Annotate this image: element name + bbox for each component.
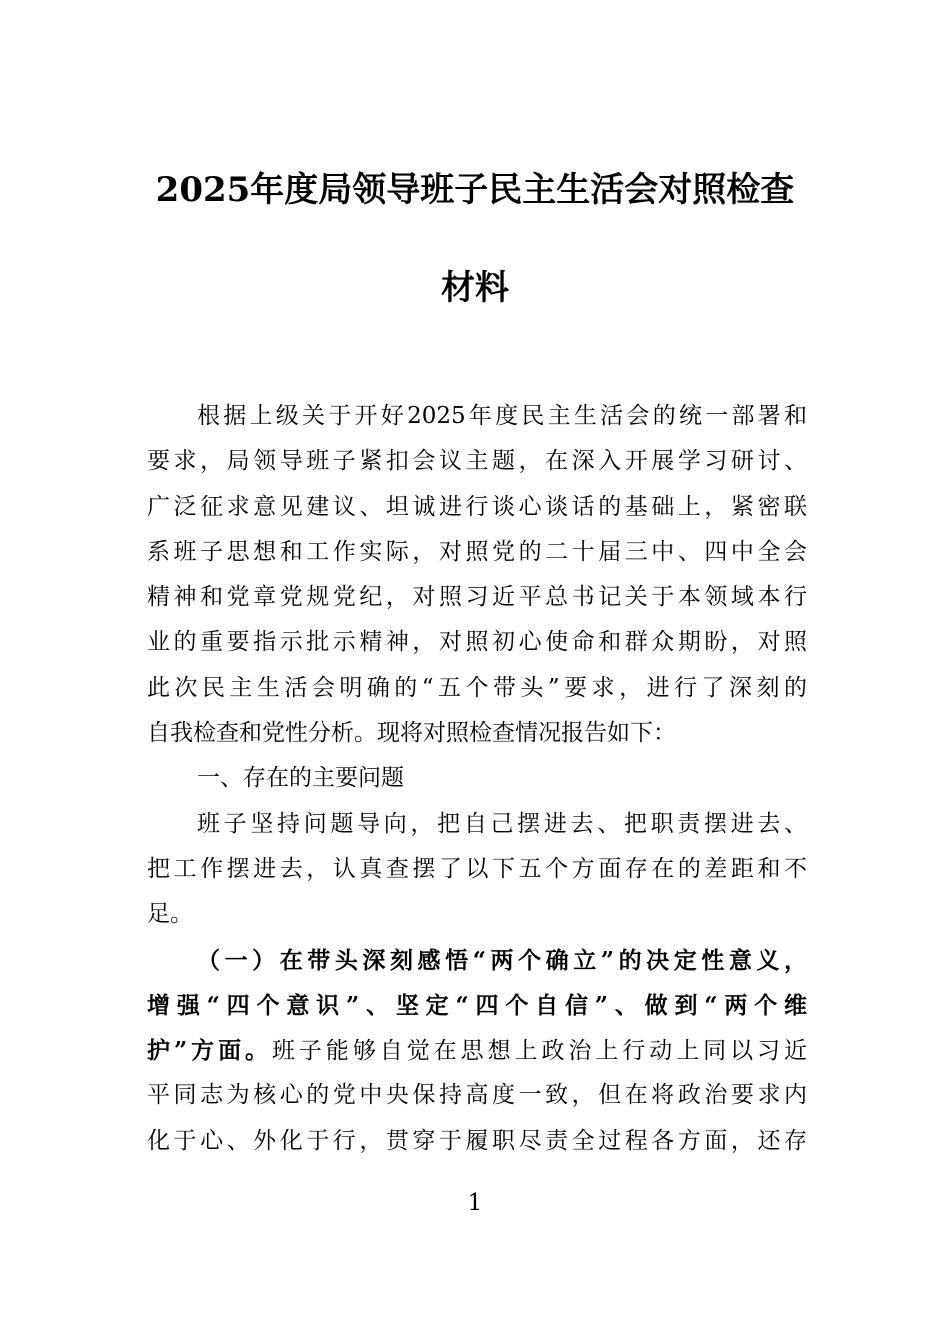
subsection-heading-line: （一）在带头深刻感悟“两个确立”的决定性意义， xyxy=(197,946,807,974)
paragraph-line: 把工作摆进去，认真查摆了以下五个方面存在的差距和不 xyxy=(147,855,807,882)
paragraph-line: 自我检查和党性分析。现将对照检查情况报告如下： xyxy=(147,720,676,747)
paragraph-line: 平同志为核心的党中央保持高度一致，但在将政治要求内 xyxy=(147,1082,807,1109)
subsection-heading-end: 护”方面。 xyxy=(147,1037,272,1065)
paragraph-line xyxy=(147,1028,807,1073)
subsection-heading-line: 增强“四个意识”、坚定“四个自信”、做到“两个维 xyxy=(147,991,807,1019)
paragraph-line: 业的重要指示批示精神，对照初心使命和群众期盼，对照 xyxy=(147,629,807,656)
document-body xyxy=(147,394,807,1164)
paragraph-line: 精神和党章党规党纪，对照习近平总书记关于本领域本行 xyxy=(147,584,807,611)
paragraph-line: 化于心、外化于行，贯穿于履职尽责全过程各方面，还存 xyxy=(147,1127,807,1154)
paragraph-line: 根据上级关于开好2025年度民主生活会的统一部署和 xyxy=(197,403,807,429)
section-heading: 一、存在的主要问题 xyxy=(197,765,404,792)
paragraph-line: 广泛征求意见建议、坦诚进行谈心谈话的基础上，紧密联 xyxy=(147,493,807,520)
paragraph-line: 要求，局领导班子紧扣会议主题，在深入开展学习研讨、 xyxy=(147,448,807,475)
paragraph-line: 足。 xyxy=(147,901,193,928)
paragraph-line: 系班子思想和工作实际，对照党的二十届三中、四中全会 xyxy=(147,538,807,565)
document-title-line-1: 2025年度局领导班子民主生活会对照检查 xyxy=(155,170,795,210)
paragraph-line: 此次民主生活会明确的“五个带头”要求，进行了深刻的 xyxy=(147,674,807,701)
paragraph-line: 班子坚持问题导向，把自己摆进去、把职责摆进去、 xyxy=(197,810,807,837)
document-title-line-2: 材料 xyxy=(441,268,509,308)
page-number: 1 xyxy=(467,1190,483,1216)
paragraph-line-start: 班子能够自觉在思想上政治上行动上同以习近 xyxy=(271,1038,808,1065)
